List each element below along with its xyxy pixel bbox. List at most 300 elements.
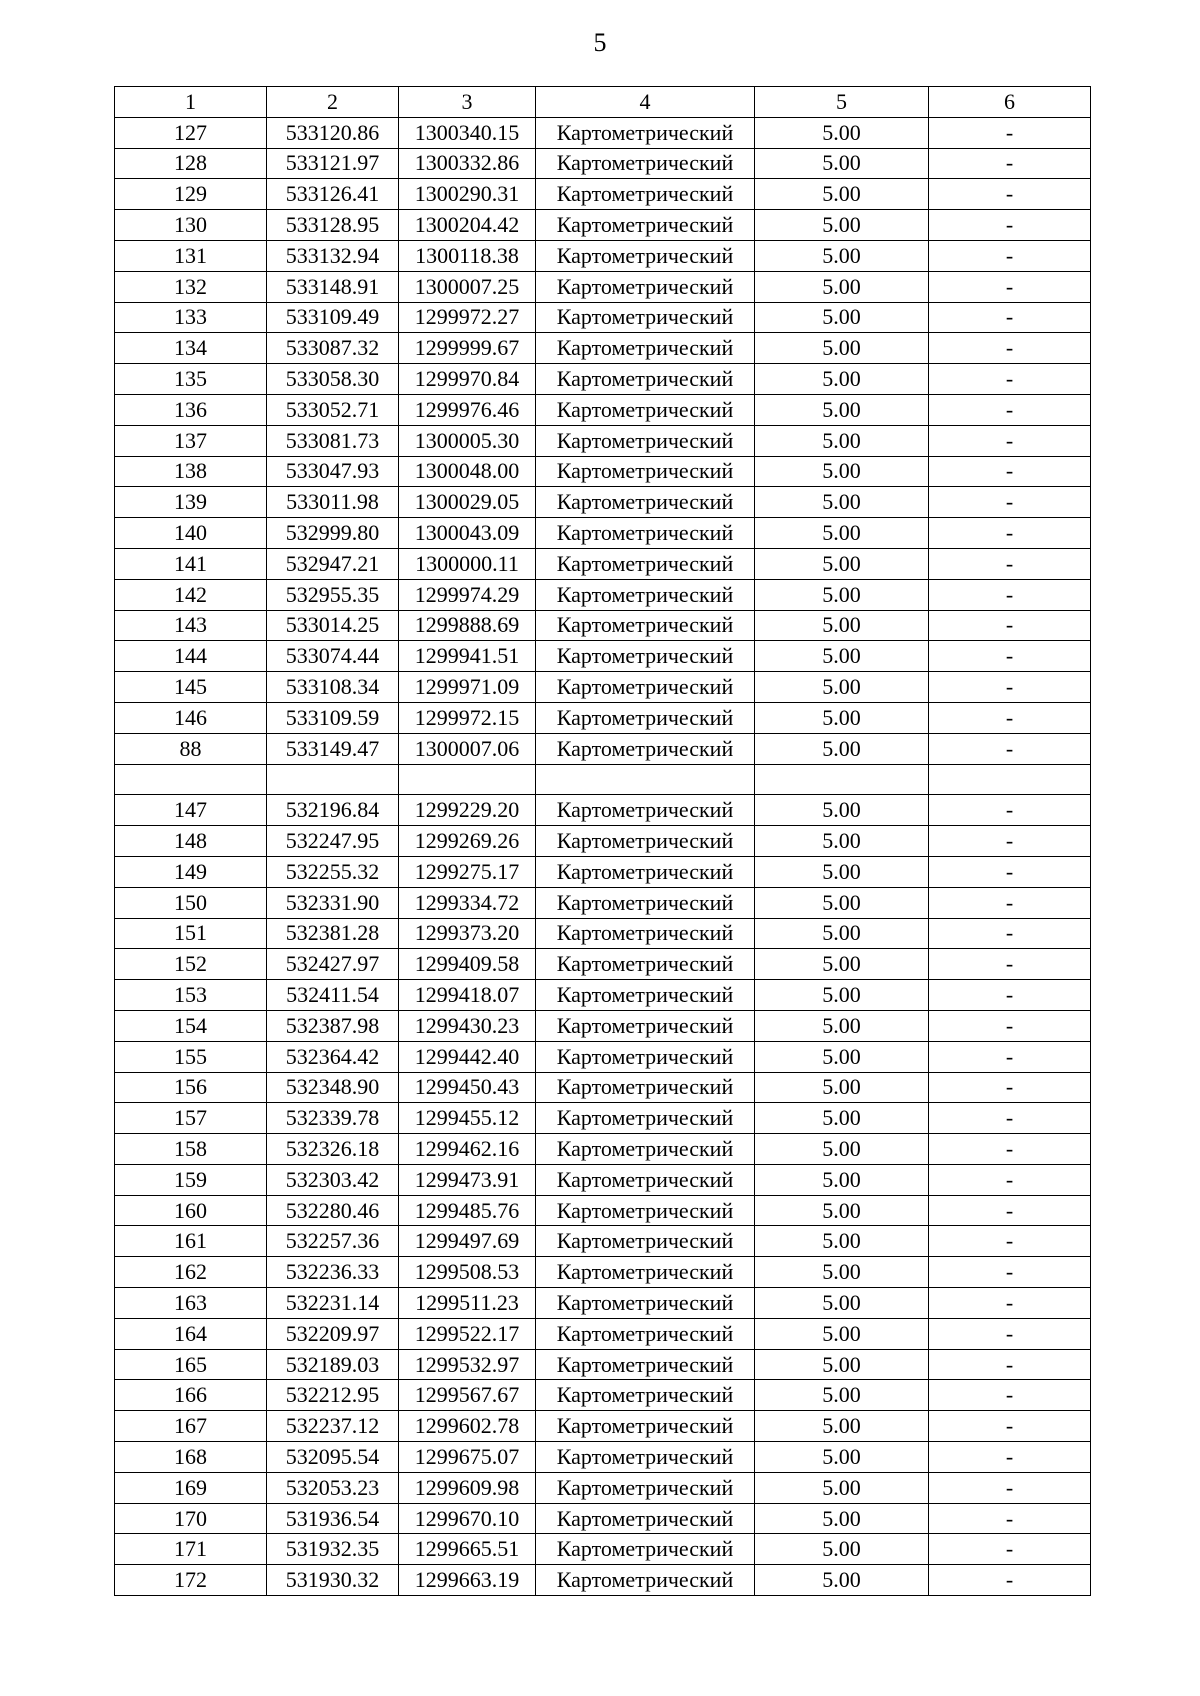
x-coordinate-cell	[267, 764, 399, 795]
accuracy-cell: 5.00	[755, 271, 929, 302]
accuracy-cell: 5.00	[755, 302, 929, 333]
y-coordinate-cell: 1300029.05	[399, 487, 536, 518]
x-coordinate-cell: 533074.44	[267, 641, 399, 672]
y-coordinate-cell: 1299663.19	[399, 1565, 536, 1596]
method-cell: Картометрический	[536, 333, 755, 364]
y-coordinate-cell: 1299972.15	[399, 702, 536, 733]
y-coordinate-cell: 1300000.11	[399, 548, 536, 579]
table-row	[115, 1411, 1091, 1442]
y-coordinate-cell: 1299508.53	[399, 1257, 536, 1288]
accuracy-cell: 5.00	[755, 1226, 929, 1257]
table-row	[115, 1318, 1091, 1349]
table-row	[115, 487, 1091, 518]
method-cell: Картометрический	[536, 795, 755, 826]
table-row	[115, 302, 1091, 333]
point-number-cell: 143	[115, 610, 267, 641]
y-coordinate-cell: 1299970.84	[399, 364, 536, 395]
x-coordinate-cell: 533128.95	[267, 210, 399, 241]
accuracy-cell: 5.00	[755, 548, 929, 579]
note-cell: -	[929, 1010, 1091, 1041]
accuracy-cell: 5.00	[755, 1565, 929, 1596]
note-cell: -	[929, 1164, 1091, 1195]
table-row	[115, 918, 1091, 949]
x-coordinate-cell: 532364.42	[267, 1041, 399, 1072]
x-coordinate-cell: 532209.97	[267, 1318, 399, 1349]
method-cell: Картометрический	[536, 210, 755, 241]
point-number-cell	[115, 764, 267, 795]
note-cell: -	[929, 1380, 1091, 1411]
note-cell: -	[929, 918, 1091, 949]
table-row	[115, 702, 1091, 733]
table-row	[115, 179, 1091, 210]
y-coordinate-cell: 1300340.15	[399, 117, 536, 148]
note-cell: -	[929, 1226, 1091, 1257]
x-coordinate-cell: 533126.41	[267, 179, 399, 210]
note-cell: -	[929, 1503, 1091, 1534]
header-row	[115, 87, 1091, 118]
point-number-cell: 155	[115, 1041, 267, 1072]
x-coordinate-cell: 532237.12	[267, 1411, 399, 1442]
y-coordinate-cell: 1299455.12	[399, 1103, 536, 1134]
x-coordinate-cell: 532095.54	[267, 1442, 399, 1473]
note-cell: -	[929, 1534, 1091, 1565]
accuracy-cell: 5.00	[755, 795, 929, 826]
y-coordinate-cell: 1299609.98	[399, 1472, 536, 1503]
point-number-cell: 134	[115, 333, 267, 364]
y-coordinate-cell: 1299485.76	[399, 1195, 536, 1226]
method-cell: Картометрический	[536, 548, 755, 579]
method-cell: Картометрический	[536, 1010, 755, 1041]
point-number-cell: 144	[115, 641, 267, 672]
table-row	[115, 949, 1091, 980]
x-coordinate-cell: 531936.54	[267, 1503, 399, 1534]
table-row	[115, 548, 1091, 579]
accuracy-cell: 5.00	[755, 1349, 929, 1380]
table-row	[115, 579, 1091, 610]
note-cell: -	[929, 1442, 1091, 1473]
y-coordinate-cell: 1299473.91	[399, 1164, 536, 1195]
table-row	[115, 333, 1091, 364]
method-cell: Картометрический	[536, 518, 755, 549]
header-cell-2: 2	[267, 87, 399, 118]
y-coordinate-cell: 1299511.23	[399, 1288, 536, 1319]
note-cell: -	[929, 548, 1091, 579]
y-coordinate-cell: 1300290.31	[399, 179, 536, 210]
table-row	[115, 1257, 1091, 1288]
point-number-cell: 154	[115, 1010, 267, 1041]
method-cell: Картометрический	[536, 1134, 755, 1165]
method-cell: Картометрический	[536, 1164, 755, 1195]
method-cell: Картометрический	[536, 1195, 755, 1226]
note-cell	[929, 764, 1091, 795]
x-coordinate-cell: 532255.32	[267, 856, 399, 887]
header-cell-1: 1	[115, 87, 267, 118]
table-row	[115, 826, 1091, 857]
point-number-cell: 128	[115, 148, 267, 179]
table-row	[115, 1134, 1091, 1165]
point-number-cell: 171	[115, 1534, 267, 1565]
accuracy-cell: 5.00	[755, 148, 929, 179]
point-number-cell: 148	[115, 826, 267, 857]
point-number-cell: 141	[115, 548, 267, 579]
note-cell: -	[929, 795, 1091, 826]
method-cell: Картометрический	[536, 179, 755, 210]
note-cell: -	[929, 1472, 1091, 1503]
note-cell: -	[929, 271, 1091, 302]
accuracy-cell: 5.00	[755, 1072, 929, 1103]
accuracy-cell: 5.00	[755, 333, 929, 364]
accuracy-cell: 5.00	[755, 1164, 929, 1195]
method-cell: Картометрический	[536, 672, 755, 703]
point-number-cell: 142	[115, 579, 267, 610]
method-cell: Картометрический	[536, 148, 755, 179]
method-cell: Картометрический	[536, 302, 755, 333]
y-coordinate-cell: 1300007.06	[399, 733, 536, 764]
y-coordinate-cell: 1299941.51	[399, 641, 536, 672]
x-coordinate-cell: 532999.80	[267, 518, 399, 549]
table-row	[115, 641, 1091, 672]
x-coordinate-cell: 532196.84	[267, 795, 399, 826]
y-coordinate-cell: 1299430.23	[399, 1010, 536, 1041]
method-cell: Картометрический	[536, 1442, 755, 1473]
x-coordinate-cell: 533120.86	[267, 117, 399, 148]
note-cell: -	[929, 672, 1091, 703]
y-coordinate-cell: 1299409.58	[399, 949, 536, 980]
point-number-cell: 170	[115, 1503, 267, 1534]
note-cell: -	[929, 856, 1091, 887]
table-row	[115, 148, 1091, 179]
method-cell: Картометрический	[536, 456, 755, 487]
table-row	[115, 610, 1091, 641]
header-cell-4: 4	[536, 87, 755, 118]
method-cell: Картометрический	[536, 856, 755, 887]
accuracy-cell: 5.00	[755, 1288, 929, 1319]
y-coordinate-cell: 1299269.26	[399, 826, 536, 857]
method-cell: Картометрический	[536, 949, 755, 980]
note-cell: -	[929, 394, 1091, 425]
y-coordinate-cell	[399, 764, 536, 795]
accuracy-cell: 5.00	[755, 579, 929, 610]
table-row	[115, 1072, 1091, 1103]
note-cell: -	[929, 610, 1091, 641]
x-coordinate-cell: 532280.46	[267, 1195, 399, 1226]
table-row	[115, 210, 1091, 241]
method-cell: Картометрический	[536, 1318, 755, 1349]
note-cell: -	[929, 148, 1091, 179]
table-row	[115, 518, 1091, 549]
method-cell: Картометрический	[536, 1349, 755, 1380]
table-row	[115, 1010, 1091, 1041]
accuracy-cell: 5.00	[755, 702, 929, 733]
y-coordinate-cell: 1300332.86	[399, 148, 536, 179]
accuracy-cell: 5.00	[755, 918, 929, 949]
x-coordinate-cell: 533132.94	[267, 240, 399, 271]
accuracy-cell: 5.00	[755, 1103, 929, 1134]
x-coordinate-cell: 532231.14	[267, 1288, 399, 1319]
accuracy-cell: 5.00	[755, 887, 929, 918]
y-coordinate-cell: 1299670.10	[399, 1503, 536, 1534]
x-coordinate-cell: 532303.42	[267, 1164, 399, 1195]
method-cell: Картометрический	[536, 240, 755, 271]
table-row	[115, 1041, 1091, 1072]
x-coordinate-cell: 532236.33	[267, 1257, 399, 1288]
table-row	[115, 364, 1091, 395]
point-number-cell: 166	[115, 1380, 267, 1411]
point-number-cell: 153	[115, 980, 267, 1011]
note-cell: -	[929, 1072, 1091, 1103]
point-number-cell: 162	[115, 1257, 267, 1288]
y-coordinate-cell: 1299532.97	[399, 1349, 536, 1380]
y-coordinate-cell: 1299974.29	[399, 579, 536, 610]
method-cell: Картометрический	[536, 1503, 755, 1534]
x-coordinate-cell: 533058.30	[267, 364, 399, 395]
x-coordinate-cell: 533081.73	[267, 425, 399, 456]
method-cell: Картометрический	[536, 1288, 755, 1319]
method-cell: Картометрический	[536, 887, 755, 918]
note-cell: -	[929, 1134, 1091, 1165]
point-number-cell: 147	[115, 795, 267, 826]
point-number-cell: 137	[115, 425, 267, 456]
method-cell: Картометрический	[536, 394, 755, 425]
table-row	[115, 1288, 1091, 1319]
accuracy-cell: 5.00	[755, 1472, 929, 1503]
method-cell: Картометрический	[536, 364, 755, 395]
method-cell: Картометрический	[536, 1534, 755, 1565]
note-cell: -	[929, 980, 1091, 1011]
table-body	[115, 117, 1091, 1595]
y-coordinate-cell: 1300043.09	[399, 518, 536, 549]
table-row	[115, 1380, 1091, 1411]
x-coordinate-cell: 531930.32	[267, 1565, 399, 1596]
note-cell: -	[929, 1349, 1091, 1380]
method-cell: Картометрический	[536, 610, 755, 641]
accuracy-cell: 5.00	[755, 394, 929, 425]
note-cell: -	[929, 518, 1091, 549]
accuracy-cell: 5.00	[755, 487, 929, 518]
point-number-cell: 157	[115, 1103, 267, 1134]
table-row	[115, 980, 1091, 1011]
method-cell	[536, 764, 755, 795]
accuracy-cell: 5.00	[755, 1195, 929, 1226]
x-coordinate-cell: 533121.97	[267, 148, 399, 179]
page-number: 5	[593, 28, 607, 57]
note-cell: -	[929, 826, 1091, 857]
y-coordinate-cell: 1300005.30	[399, 425, 536, 456]
point-number-cell: 168	[115, 1442, 267, 1473]
x-coordinate-cell: 532339.78	[267, 1103, 399, 1134]
y-coordinate-cell: 1299888.69	[399, 610, 536, 641]
y-coordinate-cell: 1299442.40	[399, 1041, 536, 1072]
point-number-cell: 149	[115, 856, 267, 887]
note-cell: -	[929, 1565, 1091, 1596]
method-cell: Картометрический	[536, 733, 755, 764]
table-row	[115, 1103, 1091, 1134]
accuracy-cell: 5.00	[755, 856, 929, 887]
point-number-cell: 131	[115, 240, 267, 271]
method-cell: Картометрический	[536, 1041, 755, 1072]
note-cell: -	[929, 1195, 1091, 1226]
point-number-cell: 152	[115, 949, 267, 980]
accuracy-cell: 5.00	[755, 240, 929, 271]
method-cell: Картометрический	[536, 1472, 755, 1503]
method-cell: Картометрический	[536, 826, 755, 857]
point-number-cell: 150	[115, 887, 267, 918]
y-coordinate-cell: 1299462.16	[399, 1134, 536, 1165]
accuracy-cell: 5.00	[755, 949, 929, 980]
accuracy-cell: 5.00	[755, 456, 929, 487]
y-coordinate-cell: 1300118.38	[399, 240, 536, 271]
note-cell: -	[929, 1103, 1091, 1134]
y-coordinate-cell: 1299972.27	[399, 302, 536, 333]
coordinates-table	[114, 86, 1091, 1596]
table-header	[115, 87, 1091, 118]
point-number-cell: 160	[115, 1195, 267, 1226]
point-number-cell: 151	[115, 918, 267, 949]
table-row	[115, 1534, 1091, 1565]
y-coordinate-cell: 1299567.67	[399, 1380, 536, 1411]
accuracy-cell: 5.00	[755, 610, 929, 641]
x-coordinate-cell: 533014.25	[267, 610, 399, 641]
note-cell: -	[929, 1041, 1091, 1072]
note-cell: -	[929, 302, 1091, 333]
x-coordinate-cell: 532387.98	[267, 1010, 399, 1041]
point-number-cell: 146	[115, 702, 267, 733]
method-cell: Картометрический	[536, 1226, 755, 1257]
table-row	[115, 1195, 1091, 1226]
x-coordinate-cell: 533148.91	[267, 271, 399, 302]
point-number-cell: 136	[115, 394, 267, 425]
point-number-cell: 158	[115, 1134, 267, 1165]
table-row	[115, 1503, 1091, 1534]
table-row	[115, 1472, 1091, 1503]
point-number-cell: 161	[115, 1226, 267, 1257]
x-coordinate-cell: 533087.32	[267, 333, 399, 364]
y-coordinate-cell: 1299334.72	[399, 887, 536, 918]
note-cell: -	[929, 487, 1091, 518]
point-number-cell: 133	[115, 302, 267, 333]
point-number-cell: 145	[115, 672, 267, 703]
accuracy-cell: 5.00	[755, 672, 929, 703]
table-row	[115, 456, 1091, 487]
accuracy-cell: 5.00	[755, 425, 929, 456]
note-cell: -	[929, 887, 1091, 918]
y-coordinate-cell: 1299675.07	[399, 1442, 536, 1473]
accuracy-cell: 5.00	[755, 117, 929, 148]
note-cell: -	[929, 641, 1091, 672]
header-cell-3: 3	[399, 87, 536, 118]
point-number-cell: 165	[115, 1349, 267, 1380]
accuracy-cell: 5.00	[755, 980, 929, 1011]
accuracy-cell	[755, 764, 929, 795]
table-row	[115, 425, 1091, 456]
x-coordinate-cell: 533109.59	[267, 702, 399, 733]
x-coordinate-cell: 532947.21	[267, 548, 399, 579]
method-cell: Картометрический	[536, 1257, 755, 1288]
accuracy-cell: 5.00	[755, 1134, 929, 1165]
table-row	[115, 733, 1091, 764]
point-number-cell: 169	[115, 1472, 267, 1503]
y-coordinate-cell: 1299373.20	[399, 918, 536, 949]
point-number-cell: 139	[115, 487, 267, 518]
method-cell: Картометрический	[536, 702, 755, 733]
note-cell: -	[929, 333, 1091, 364]
point-number-cell: 172	[115, 1565, 267, 1596]
note-cell: -	[929, 1318, 1091, 1349]
x-coordinate-cell: 532955.35	[267, 579, 399, 610]
method-cell: Картометрический	[536, 641, 755, 672]
accuracy-cell: 5.00	[755, 518, 929, 549]
note-cell: -	[929, 364, 1091, 395]
table-row	[115, 1442, 1091, 1473]
x-coordinate-cell: 533109.49	[267, 302, 399, 333]
y-coordinate-cell: 1299450.43	[399, 1072, 536, 1103]
y-coordinate-cell: 1299665.51	[399, 1534, 536, 1565]
header-cell-6: 6	[929, 87, 1091, 118]
note-cell: -	[929, 240, 1091, 271]
table-row	[115, 1349, 1091, 1380]
accuracy-cell: 5.00	[755, 364, 929, 395]
method-cell: Картометрический	[536, 980, 755, 1011]
point-number-cell: 88	[115, 733, 267, 764]
point-number-cell: 129	[115, 179, 267, 210]
y-coordinate-cell: 1299522.17	[399, 1318, 536, 1349]
table-row	[115, 1565, 1091, 1596]
note-cell: -	[929, 117, 1091, 148]
y-coordinate-cell: 1299229.20	[399, 795, 536, 826]
x-coordinate-cell: 532411.54	[267, 980, 399, 1011]
point-number-cell: 164	[115, 1318, 267, 1349]
accuracy-cell: 5.00	[755, 641, 929, 672]
accuracy-cell: 5.00	[755, 1041, 929, 1072]
point-number-cell: 156	[115, 1072, 267, 1103]
accuracy-cell: 5.00	[755, 1442, 929, 1473]
point-number-cell: 163	[115, 1288, 267, 1319]
y-coordinate-cell: 1299999.67	[399, 333, 536, 364]
table-row	[115, 764, 1091, 795]
table-row	[115, 672, 1091, 703]
y-coordinate-cell: 1299275.17	[399, 856, 536, 887]
method-cell: Картометрический	[536, 117, 755, 148]
y-coordinate-cell: 1299418.07	[399, 980, 536, 1011]
note-cell: -	[929, 210, 1091, 241]
x-coordinate-cell: 532381.28	[267, 918, 399, 949]
x-coordinate-cell: 532212.95	[267, 1380, 399, 1411]
method-cell: Картометрический	[536, 579, 755, 610]
table-row	[115, 856, 1091, 887]
point-number-cell: 140	[115, 518, 267, 549]
table-row	[115, 394, 1091, 425]
method-cell: Картометрический	[536, 918, 755, 949]
x-coordinate-cell: 533052.71	[267, 394, 399, 425]
note-cell: -	[929, 1257, 1091, 1288]
table-row	[115, 240, 1091, 271]
x-coordinate-cell: 533011.98	[267, 487, 399, 518]
method-cell: Картометрический	[536, 1411, 755, 1442]
accuracy-cell: 5.00	[755, 1534, 929, 1565]
x-coordinate-cell: 532247.95	[267, 826, 399, 857]
y-coordinate-cell: 1299971.09	[399, 672, 536, 703]
accuracy-cell: 5.00	[755, 1380, 929, 1411]
method-cell: Картометрический	[536, 1380, 755, 1411]
point-number-cell: 159	[115, 1164, 267, 1195]
point-number-cell: 135	[115, 364, 267, 395]
x-coordinate-cell: 533108.34	[267, 672, 399, 703]
table-row	[115, 271, 1091, 302]
accuracy-cell: 5.00	[755, 1257, 929, 1288]
point-number-cell: 167	[115, 1411, 267, 1442]
method-cell: Картометрический	[536, 1072, 755, 1103]
header-cell-5: 5	[755, 87, 929, 118]
